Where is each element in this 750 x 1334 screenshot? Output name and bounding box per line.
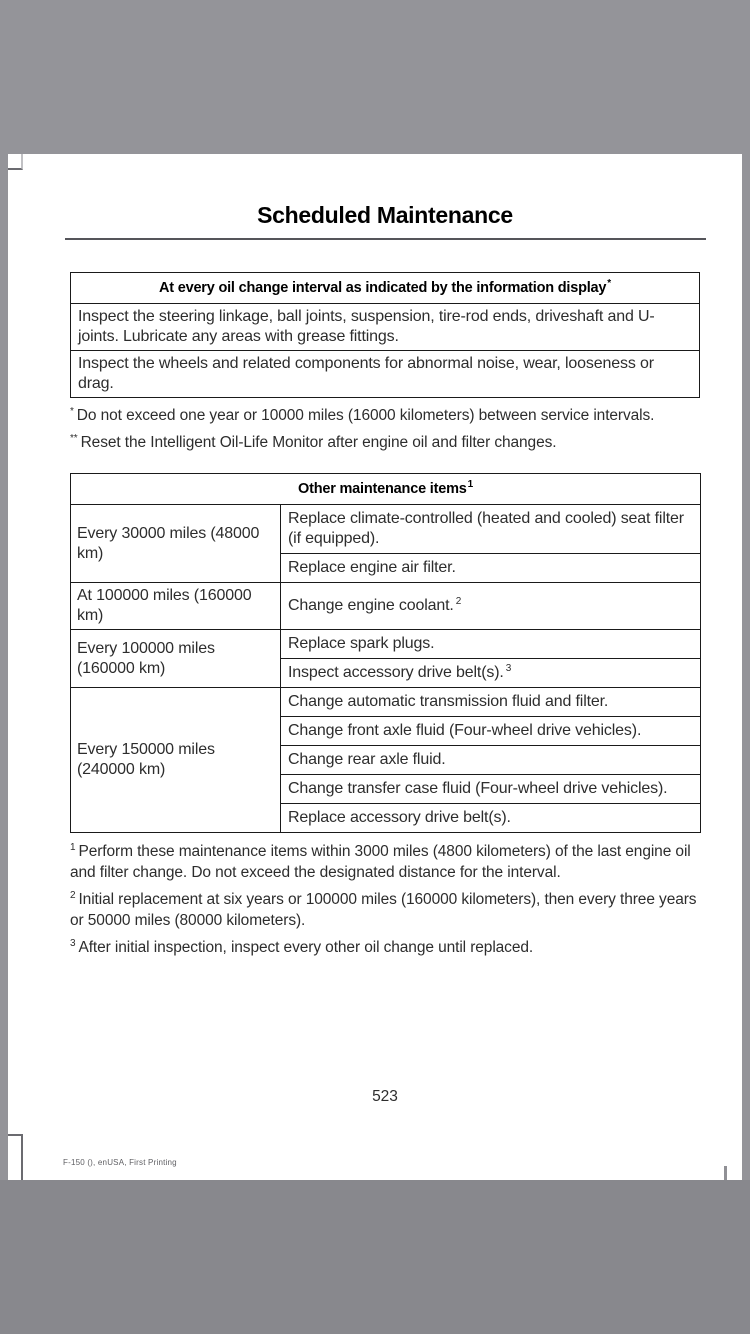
item-text: Change engine coolant.	[288, 597, 454, 614]
oil-change-item-steering: Inspect the steering linkage, ball joints, suspension, tire-rod ends, driveshaft and U-joints. Lubricate any areas with grease fittings.	[71, 304, 700, 351]
title-divider	[65, 238, 706, 240]
page-corner-mark-top-left	[8, 154, 23, 170]
page-number: 523	[372, 1088, 398, 1105]
print-footer: F-150 (), enUSA, First Printing	[63, 1158, 177, 1167]
maintenance-item-transmission-fluid	[281, 688, 701, 717]
table-row	[71, 688, 701, 717]
table-header-row	[71, 273, 700, 304]
footnote-text: After initial inspection, inspect every other oil change until replaced.	[78, 939, 534, 956]
footnote-text: Perform these maintenance items within 3000 miles (4800 kilometers) of the last engine oil and filter change. Do not exceed the designated distance for the interval.	[70, 843, 691, 881]
background-bottom-band	[0, 1180, 750, 1334]
footnote-service-interval	[70, 405, 707, 426]
manual-page[interactable]	[8, 154, 742, 1180]
oil-change-footnotes	[70, 405, 707, 453]
footnote-oil-life-monitor	[70, 432, 707, 453]
item-text: Replace engine air filter.	[288, 559, 456, 576]
page-title: Scheduled Maintenance	[257, 202, 513, 228]
footnote-marker: 1	[70, 841, 76, 853]
interval-at-100000-miles: At 100000 miles (160000 km)	[71, 583, 281, 630]
footnote-perform-within	[70, 841, 707, 883]
maintenance-item-front-axle-fluid	[281, 717, 701, 746]
footnote-text: Do not exceed one year or 10000 miles (16000 kilometers) between service intervals.	[76, 407, 655, 424]
page-content	[70, 154, 700, 964]
item-text: Inspect accessory drive belt(s).	[288, 664, 504, 681]
other-maintenance-footnotes	[70, 841, 707, 958]
maintenance-item-spark-plugs	[281, 630, 701, 659]
item-text: Change transfer case fluid (Four-wheel drive vehicles).	[288, 780, 668, 797]
table-row	[71, 583, 701, 630]
table-row	[71, 351, 700, 398]
item-text: Change automatic transmission fluid and filter.	[288, 693, 609, 710]
table-row	[71, 630, 701, 659]
footnote-marker: **	[70, 432, 78, 444]
footnote-text: Initial replacement at six years or 100000 miles (160000 kilometers), then every three years or 50000 miles (80000 kilometers).	[70, 891, 697, 929]
maintenance-item-rear-axle-fluid	[281, 746, 701, 775]
page-edge-tick-bottom-right	[724, 1166, 727, 1180]
table-row	[71, 304, 700, 351]
footnote-marker: 2	[70, 889, 76, 901]
footnote-marker-asterisk: *	[607, 278, 611, 290]
item-text: Change front axle fluid (Four-wheel drive vehicles).	[288, 722, 642, 739]
table-row	[71, 505, 701, 554]
footnote-text: Reset the Intelligent Oil-Life Monitor after engine oil and filter changes.	[80, 434, 557, 451]
footnote-initial-replacement	[70, 889, 707, 931]
item-text: Replace climate-controlled (heated and cooled) seat filter (if equipped).	[288, 510, 684, 547]
item-text: Replace accessory drive belt(s).	[288, 809, 511, 826]
maintenance-item-transfer-case-fluid	[281, 775, 701, 804]
footnote-marker: *	[70, 405, 74, 417]
other-maintenance-table	[70, 473, 701, 833]
oil-change-table-header	[71, 273, 700, 304]
footnote-after-initial-inspection	[70, 937, 707, 958]
item-text: Replace spark plugs.	[288, 635, 435, 652]
oil-change-interval-table	[70, 272, 700, 398]
item-text: Change rear axle fluid.	[288, 751, 446, 768]
maintenance-item-engine-coolant	[281, 583, 701, 630]
interval-every-150000-miles: Every 150000 miles (240000 km)	[71, 688, 281, 833]
other-maintenance-table-header	[71, 474, 701, 505]
oil-change-table-header-text: At every oil change interval as indicated by the information display	[158, 280, 607, 296]
maintenance-item-replace-drive-belt	[281, 804, 701, 833]
footnote-marker-1: 1	[467, 479, 474, 491]
maintenance-item-inspect-drive-belt	[281, 659, 701, 688]
item-footnote-marker: 2	[455, 595, 462, 607]
other-maintenance-header-text: Other maintenance items	[297, 481, 467, 497]
footnote-marker: 3	[70, 937, 76, 949]
interval-every-100000-miles: Every 100000 miles (160000 km)	[71, 630, 281, 688]
oil-change-item-wheels: Inspect the wheels and related components for abnormal noise, wear, looseness or drag.	[71, 351, 700, 398]
maintenance-item-air-filter	[281, 554, 701, 583]
table-header-row	[71, 474, 701, 505]
page-corner-mark-bottom-left	[8, 1134, 23, 1180]
item-footnote-marker: 3	[505, 662, 512, 674]
maintenance-item-seat-filter	[281, 505, 701, 554]
interval-30000-miles: Every 30000 miles (48000 km)	[71, 505, 281, 583]
